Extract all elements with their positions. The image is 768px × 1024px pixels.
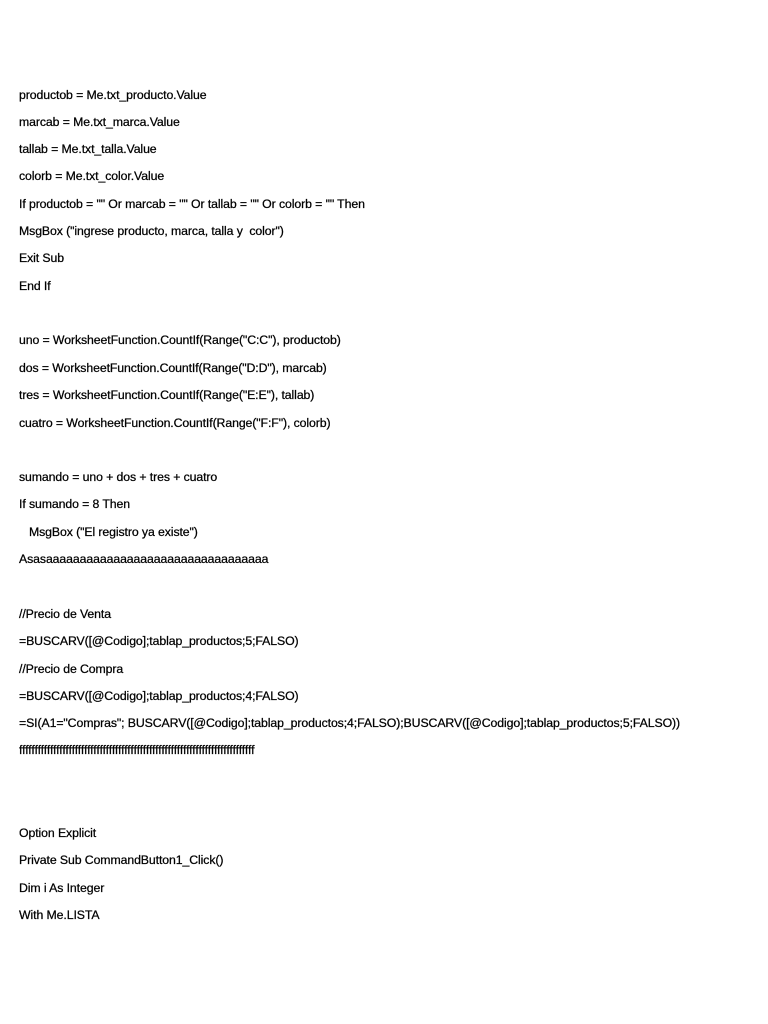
code-line: cuatro = WorksheetFunction.CountIf(Range("F:F"), colorb) bbox=[19, 416, 331, 430]
code-line: Exit Sub bbox=[19, 251, 64, 265]
code-line: uno = WorksheetFunction.CountIf(Range("C:C"), productob) bbox=[19, 333, 341, 347]
code-line: If productob = "" Or marcab = "" Or tallab = "" Or colorb = "" Then bbox=[19, 197, 365, 211]
comment-line: //Precio de Venta bbox=[19, 607, 111, 621]
formula-line: =SI(A1="Compras"; BUSCARV([@Codigo];tablap_productos;4;FALSO);BUSCARV([@Codigo];tablap_productos;5;FALSO)) bbox=[19, 716, 681, 730]
code-line: Option Explicit bbox=[19, 826, 97, 840]
code-line: productob = Me.txt_producto.Value bbox=[19, 88, 207, 102]
code-line: marcab = Me.txt_marca.Value bbox=[19, 115, 180, 129]
code-line: Dim i As Integer bbox=[19, 881, 105, 895]
comment-line: //Precio de Compra bbox=[19, 662, 124, 676]
code-line: With Me.LISTA bbox=[19, 908, 100, 922]
code-line: Asasaaaaaaaaaaaaaaaaaaaaaaaaaaaaaaaaa bbox=[19, 552, 269, 566]
code-line: tres = WorksheetFunction.CountIf(Range("E:E"), tallab) bbox=[19, 388, 315, 402]
formula-line: =BUSCARV([@Codigo];tablap_productos;4;FALSO) bbox=[19, 689, 299, 703]
code-line: dos = WorksheetFunction.CountIf(Range("D:D"), marcab) bbox=[19, 361, 327, 375]
code-line: End If bbox=[19, 279, 51, 293]
code-line: tallab = Me.txt_talla.Value bbox=[19, 142, 157, 156]
code-line: Private Sub CommandButton1_Click() bbox=[19, 853, 224, 867]
code-line: sumando = uno + dos + tres + cuatro bbox=[19, 470, 218, 484]
code-line: MsgBox ("ingrese producto, marca, talla y color") bbox=[19, 224, 284, 238]
code-line: ffffffffffffffffffffffffffffffffffffffffffffffffffffffffffffffffffffffffffff bbox=[19, 743, 255, 757]
code-line: colorb = Me.txt_color.Value bbox=[19, 169, 165, 183]
code-line: If sumando = 8 Then bbox=[19, 497, 131, 511]
formula-line: =BUSCARV([@Codigo];tablap_productos;5;FALSO) bbox=[19, 634, 299, 648]
code-line: MsgBox ("El registro ya existe") bbox=[19, 525, 198, 539]
